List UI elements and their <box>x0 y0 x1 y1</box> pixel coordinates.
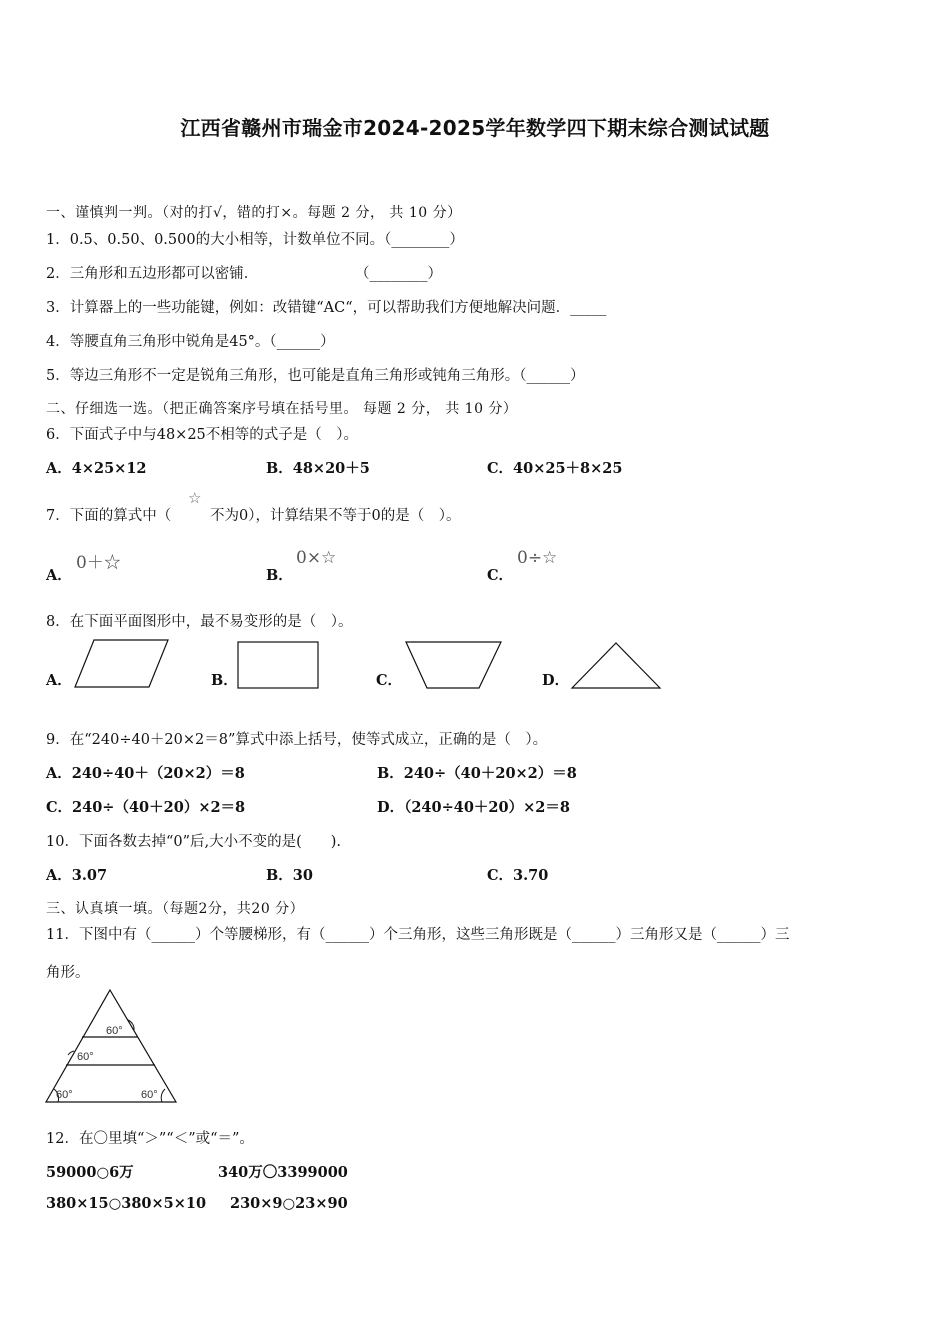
question-6-option-b: B．48×20＋5 <box>266 460 370 477</box>
question-3: 3．计算器上的一些功能键，例如：改错键“AC“，可以帮助我们方便地解决问题．_____ <box>46 300 607 316</box>
question-7-option-b-expr: 0×☆ <box>296 548 337 568</box>
angle-label-1: 60° <box>106 1025 123 1037</box>
question-7-option-c-label: C． <box>487 567 514 584</box>
question-12-item-3: 380×15○380×5×10 <box>46 1195 207 1212</box>
question-10-option-c: C．3.70 <box>487 867 549 884</box>
question-8-option-b-label: B． <box>211 672 238 689</box>
triangle-figure <box>44 988 180 1106</box>
question-12-item-1: 59000○6万 <box>46 1164 134 1181</box>
question-9-option-c: C．240÷（40＋20）×2＝8 <box>46 799 246 816</box>
question-6: 6．下面式子中与48×25不相等的式子是（ ）。 <box>46 427 359 443</box>
section-3-heading: 三、认真填一填。（每题2分，共20 分） <box>46 901 305 917</box>
question-6-option-a: A．4×25×12 <box>46 460 147 477</box>
angle-arc-4 <box>161 1089 165 1102</box>
trapezoid-shape <box>405 641 504 691</box>
question-10-option-b: B．30 <box>266 867 313 884</box>
question-7-option-c-expr: 0÷☆ <box>517 548 558 568</box>
question-8: 8．在下面平面图形中，最不易变形的是（ ）。 <box>46 614 353 630</box>
star-symbol: ☆ <box>188 489 202 507</box>
angle-label-3: 60° <box>56 1089 73 1101</box>
angle-label-4: 60° <box>141 1089 158 1101</box>
question-7-text-before: 7．下面的算式中（ <box>46 508 172 524</box>
question-1: 1．0.5、0.50、0.500的大小相等，计数单位不同。（________） <box>46 232 464 248</box>
question-2: 2．三角形和五边形都可以密铺． <box>46 266 259 282</box>
question-9-option-d: D．（240÷40＋20）×2＝8 <box>377 799 570 816</box>
question-9: 9．在“240÷40＋20×2＝8”算式中添上括号，使等式成立，正确的是（ ）。 <box>46 732 548 748</box>
question-10: 10．下面各数去掉“0”后,大小不变的是( ). <box>46 834 342 850</box>
question-8-option-d-label: D． <box>542 672 570 689</box>
question-8-option-c-label: C． <box>376 672 403 689</box>
question-7-option-a-label: A． <box>46 567 72 584</box>
angle-label-2: 60° <box>77 1051 94 1063</box>
section-2-heading: 二、仔细选一选。（把正确答案序号填在括号里。 每题 2 分， 共 10 分） <box>46 401 518 417</box>
parallelogram-shape <box>74 638 170 690</box>
question-7-option-a-expr: 0＋☆ <box>76 553 121 573</box>
page-title: 江西省赣州市瑞金市2024-2025学年数学四下期末综合测试试题 <box>180 116 770 140</box>
question-8-option-a-label: A． <box>46 672 72 689</box>
question-5: 5．等边三角形不一定是锐角三角形，也可能是直角三角形或钝角三角形。（______） <box>46 368 585 384</box>
question-11-line-2: 角形。 <box>46 965 90 981</box>
question-4: 4．等腰直角三角形中锐角是45°。（______） <box>46 334 335 350</box>
question-9-option-a: A．240÷40＋（20×2）＝8 <box>46 765 245 782</box>
section-1-heading: 一、谨慎判一判。（对的打√，错的打×。每题 2 分， 共 10 分） <box>46 205 462 221</box>
rectangle-shape <box>237 641 321 690</box>
question-12-item-4: 230×9○23×90 <box>230 1195 348 1212</box>
question-7-text-after: 不为0），计算结果不等于0的是（ ）。 <box>210 508 461 524</box>
question-7-option-b-label: B． <box>266 567 293 584</box>
question-2-blank: （________） <box>355 266 442 282</box>
outer-triangle <box>46 990 176 1102</box>
question-10-option-a: A．3.07 <box>46 867 108 884</box>
triangle-shape <box>571 642 663 690</box>
question-12-item-2: 340万〇3399000 <box>218 1164 348 1181</box>
question-12: 12．在〇里填“＞”“＜”或“＝”。 <box>46 1131 254 1147</box>
question-11-line-1: 11．下图中有（______）个等腰梯形，有（______）个三角形，这些三角形既是（______）三角形又是（______）三 <box>46 927 790 943</box>
question-6-option-c: C．40×25＋8×25 <box>487 460 623 477</box>
question-9-option-b: B．240÷（40＋20×2）＝8 <box>377 765 577 782</box>
